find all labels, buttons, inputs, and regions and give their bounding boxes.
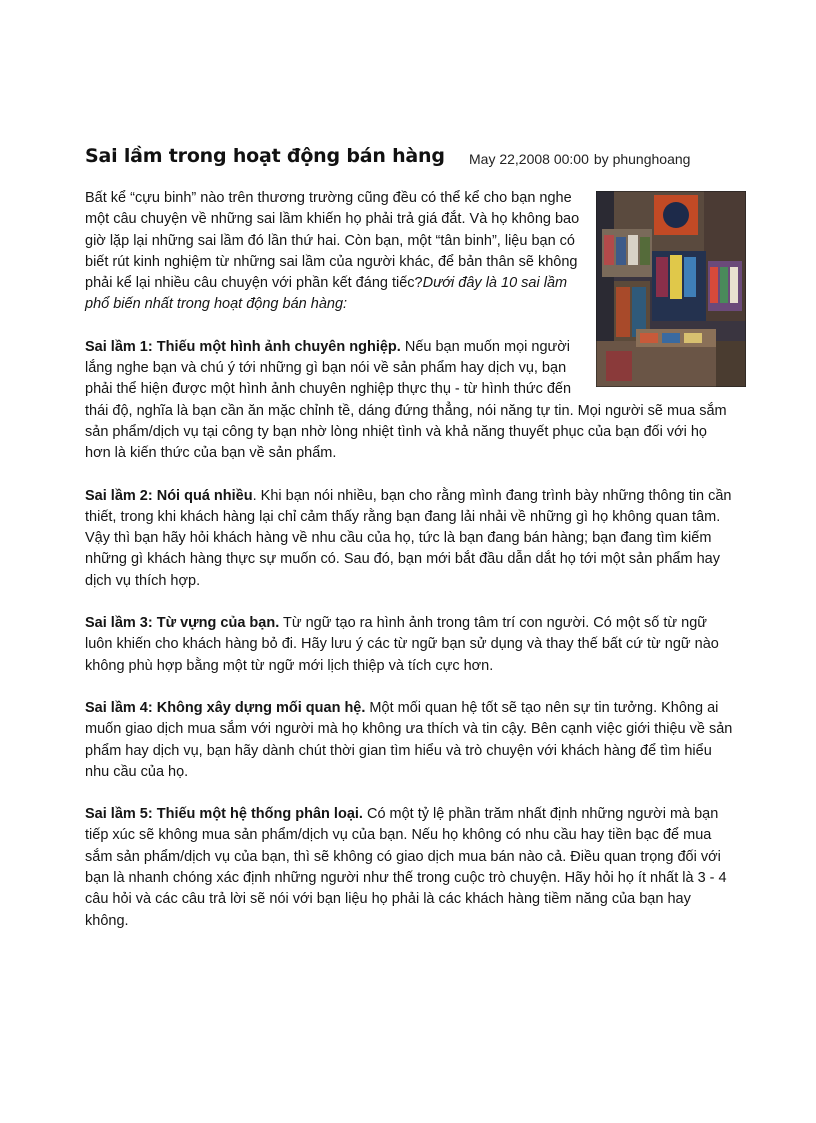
article-title: Sai lầm trong hoạt động bán hàng — [85, 145, 445, 167]
section-3-body: Từ ngữ tạo ra hình ảnh trong tâm trí con người. Có một số từ ngữ luôn khiến cho khách hàng bỏ đi. Hãy lưu ý các từ ngữ bạn sử dụng và thay thế bất cứ từ ngữ nào không phù hợp bằng một từ ngữ mới lịch thiệp và tích cực hơn. — [85, 615, 719, 674]
store-photo-image — [596, 191, 746, 387]
article-body — [85, 177, 733, 932]
article-author: phunghoang — [612, 151, 691, 167]
section-2-heading: Sai lầm 2: Nói quá nhiều — [85, 487, 253, 504]
section-4-body: Một mối quan hệ tốt sẽ tạo nên sự tin tưởng. Không ai muốn giao dịch mua sắm với người mà họ không ưa thích và tin cậy. Bên cạnh việc giới thiệu về sản phẩm hay dịch vụ, bạn hãy dành chút thời gian tìm hiểu và trò chuyện với khách hàng để tìm hiểu nhu cầu của họ. — [85, 699, 733, 780]
section-1-heading: Sai lầm 1: Thiếu một hình ảnh chuyên nghiệp. — [85, 338, 401, 355]
section-3 — [85, 613, 733, 677]
section-3-heading: Sai lầm 3: Từ vựng của bạn. — [85, 615, 280, 632]
section-2 — [85, 486, 733, 592]
section-4-heading: Sai lầm 4: Không xây dựng mối quan hệ. — [85, 699, 366, 716]
article — [85, 143, 733, 953]
article-date: May 22,2008 00:00 — [469, 151, 589, 167]
article-meta — [469, 151, 690, 167]
section-2-body: . Khi bạn nói nhiều, bạn cho rằng mình đang trình bày những thông tin cần thiết, trong khi khách hàng lại chỉ cảm thấy rằng bạn đang lải nhải về những gì họ không quan tâm. Vậy thì bạn hãy hỏi khách hàng về nhu cầu của họ, tức là bạn đang bán hàng; bạn đang tìm kiếm những gì khách hàng thực sự muốn có. Sau đó, bạn mới bắt đầu dẫn dắt họ tới một sản phẩm hay dịch vụ thích hợp. — [85, 487, 732, 589]
intro-italic: Dưới đây là 10 sai lầm phổ biến nhất trong hoạt động bán hàng: — [85, 275, 568, 313]
section-5-body: Có một tỷ lệ phần trăm nhất định những người mà bạn tiếp xúc sẽ không mua sản phẩm/dịch vụ của bạn. Nếu họ không có nhu cầu hay tiền bạc để mua sắm sản phẩm/dịch vụ của bạn, thì sẽ không có giao dịch mua bán nào cả. Điều quan trọng đối với bạn là nhanh chóng xác định những người như thế trong cuộc trò chuyện. Hãy hỏi họ ít nhất là 3 - 4 câu hỏi và các câu trả lời sẽ nói với bạn liệu họ phải là các khách hàng tiềm năng của bạn hay không. — [85, 806, 727, 929]
store-photo — [596, 191, 746, 387]
section-4 — [85, 698, 733, 783]
intro-text: Bất kể “cựu binh” nào trên thương trường cũng đều có thể kể cho bạn nghe một câu chuyện về những sai lầm khiến họ phải trả giá đắt. Và họ không bao giờ lặp lại những sai lầm đó lần thứ hai. Còn bạn, một “tân binh”, liệu bạn có biết rút kinh nghiệm từ những sai lầm của người khác, để bản thân sẽ không phải kể lại nhiều câu chuyện với phần kết đáng tiếc? — [85, 190, 580, 292]
article-header — [85, 143, 733, 177]
section-1-body: Nếu bạn muốn mọi người lắng nghe bạn và chú ý tới những gì bạn nói về sản phẩm hay dịch vụ, bạn phải thể hiện được một hình ảnh chuyên nghiệp thực thụ - từ hình thức đến thái độ, nghĩa là bạn cần ăn mặc chỉnh tề, dáng đứng thẳng, nói năng tự tin. Mọi người sẽ mua sắm sản phẩm/dịch vụ tại công ty bạn nhờ lòng nhiệt tình và khả năng thuyết phục của bạn đối với họ hơn là kiến thức của bạn về sản phẩm. — [85, 338, 727, 462]
by-label: by — [593, 151, 609, 167]
section-5-heading: Sai lầm 5: Thiếu một hệ thống phân loại. — [85, 806, 363, 823]
section-5 — [85, 804, 733, 932]
